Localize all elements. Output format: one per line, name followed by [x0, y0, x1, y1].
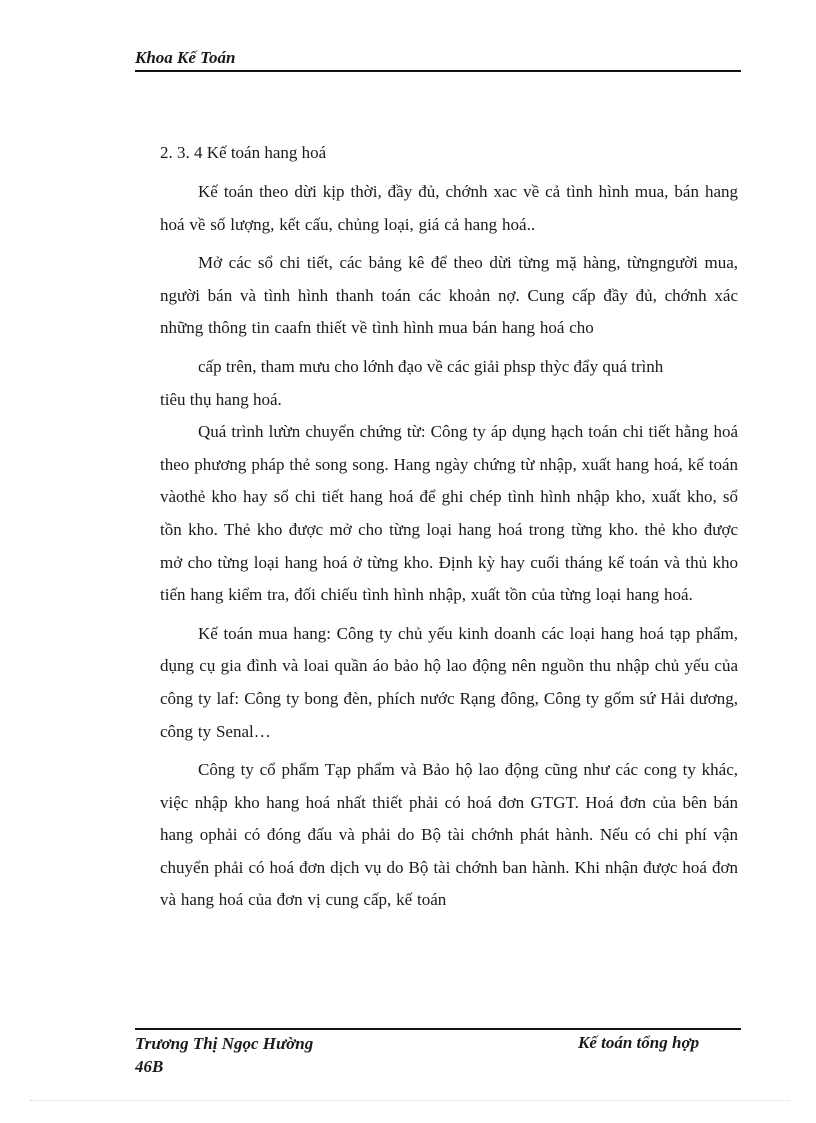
paragraph: Kế toán theo dừi kịp thời, đầy đủ, chớnh xac về cả tình hình mua, bán hang hoá về số lượng, kết cấu, chủng loại, giá cả hang hoá..	[160, 182, 738, 234]
page-edge-divider	[30, 1100, 790, 1101]
footer-author: Trương Thị Ngọc Hường	[135, 1034, 314, 1053]
footer-rule	[135, 1028, 741, 1030]
paragraph: Công ty cổ phẩm Tạp phẩm và Bảo hộ lao động cũng như các cong ty khác, việc nhập kho hang hoá nhất thiết phải có hoá đơn GTGT. Hoá đơn của bên bán hang ophải có đóng đấu và phải do Bộ tài chớnh phát hành. Nếu có chi phí vận chuyển phải có hoá đơn dịch vụ do Bộ tài chớnh ban hành. Khi nhận được hoá đơn và hang hoá của đơn vị cung cấp, kế toán	[160, 760, 738, 910]
paragraph: Quá trình lưừn chuyển chứng từ: Công ty áp dụng hạch toán chi tiết hằng hoá theo phương pháp thẻ song song. Hang ngày chứng từ nhập, xuất hang hoá, kế toán vàothẻ kho hay sổ chi tiết hang hoá để ghi chép tình hình nhập kho, xuất kho, sổ tồn kho. Thẻ kho được mở cho từng loại hang hoá trong từng kho. thẻ kho được mở cho từng loại hang hoá ở từng kho. Định kỳ hay cuối tháng kế toán và thủ kho tiến hang kiểm tra, đối chiếu tình hình nhập, xuất tồn của từng loại hang hoá.	[160, 422, 738, 605]
header-title: Khoa Kế Toán	[135, 48, 236, 67]
document-body	[160, 176, 738, 917]
paragraph: Mở các sổ chi tiết, các bảng kê để theo dừi từng mặ hàng, từngngười mua, người bán và tình hình thanh toán các khoản nợ. Cung cấp đầy đủ, chớnh xác những thông tin caafn thiết về tình hình mua bán hang hoá cho	[160, 253, 738, 338]
paragraph-continuation	[160, 351, 738, 416]
footer-class: 46B	[135, 1057, 164, 1076]
section-heading: 2. 3. 4 Kế toán hang hoá	[160, 143, 327, 162]
header-rule	[135, 70, 741, 72]
paragraph-line: cấp trên, tham mưu cho lớnh đạo về các giải phsp thỳc đẩy quá trình	[198, 356, 664, 376]
paragraph: Kế toán mua hang: Công ty chủ yếu kinh doanh các loại hang hoá tạp phẩm, dụng cụ gia đình và loai quần áo bảo hộ lao động nên nguồn thu nhập chủ yếu của công ty laf: Công ty bong đèn, phích nước Rạng đông, Công ty gốm sứ Hải dương, công ty Senal…	[160, 623, 738, 741]
paragraph-line: tiêu thụ hang hoá.	[160, 389, 282, 409]
footer-course: Kế toán tổng hợp	[578, 1033, 700, 1052]
